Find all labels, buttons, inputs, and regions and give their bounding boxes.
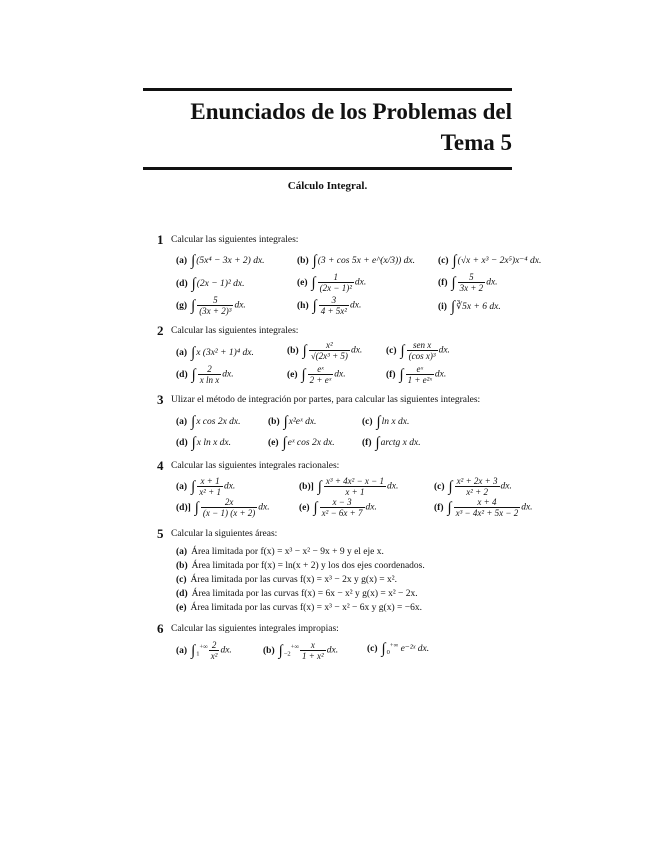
problem-item: (b) $\int_{-2}^{+\infty}$ $\frac{x}{\text{1 + x²}}$ dx.	[263, 640, 339, 661]
page-title	[143, 96, 512, 158]
problem-item: (i) ∫∛5x + 6 dx.	[438, 299, 501, 315]
problem-item: (c) ∫(√x + x³ − 2x⁵)x⁻⁴ dx.	[438, 253, 542, 269]
problem-number: 1	[157, 232, 164, 247]
problem-prompt: Calcular las siguientes integrales racionales:	[171, 461, 340, 471]
problem-item: (c) Área limitada por las curvas f(x) = x³ − 2x y g(x) = x².	[176, 575, 397, 585]
problem-item: (c) ∫ln x dx.	[362, 414, 410, 430]
problem-item: (e) Área limitada por las curvas f(x) = x³ − x² − 6x y g(x) = −6x.	[176, 603, 422, 613]
problem-number: 5	[157, 526, 164, 541]
problem-item: (f) ∫ $\frac{\text{eˣ}}{\text{1 + e²ˣ}}$ dx.	[386, 364, 447, 385]
problem-item: (a) ∫(5x⁴ − 3x + 2) dx.	[176, 253, 265, 269]
problem-item: (f) ∫ $\frac{5}{3x + 2}$ dx.	[438, 272, 498, 293]
problem-number: 2	[157, 323, 164, 338]
problem-item: (e) ∫ $\frac{\text{eˣ}}{\text{2 + eˣ}}$ dx.	[287, 364, 346, 385]
problem-prompt: Calcular las siguientes integrales impropias:	[171, 624, 339, 634]
problem-item: (f) ∫arctg x dx.	[362, 435, 421, 451]
problem-item: (a) ∫ $\frac{x + 1}{\text{x² + 1}}$ dx.	[176, 476, 236, 497]
problem-item: (f) ∫ $\frac{x + 4}{\text{x³ − 4x² + 5x − 2}}$ dx.	[434, 497, 533, 518]
problem-item: (d) ∫x ln x dx.	[176, 435, 232, 451]
title-line-1: Enunciados de los Problemas del	[190, 99, 512, 124]
problem-item: (a) $\int_1^{+\infty}$ $\frac{2}{\text{x²}}$ dx.	[176, 640, 232, 661]
problem-item: (a) ∫x cos 2x dx.	[176, 414, 241, 430]
problem-item: (b) ∫(3 + cos 5x + e^(x/3)) dx.	[297, 253, 416, 269]
problem-number: 4	[157, 458, 164, 473]
problem-prompt: Calcular las siguientes integrales:	[171, 326, 299, 336]
subtitle: Cálculo Integral.	[287, 180, 368, 192]
problem-item: (c) $\int_0^{+\infty}$ e⁻²ˣ dx.	[367, 641, 430, 658]
problem-item: (h) ∫ $\frac{3}{\text{4 + 5x²}}$ dx.	[297, 295, 362, 316]
problem-item: (d)] ∫ $\frac{2x}{(x - 1) (x + 2)}$ dx.	[176, 497, 270, 518]
problem-item: (b) Área limitada por f(x) = ln(x + 2) y los dos ejes coordenados.	[176, 561, 425, 571]
problem-item: (c) ∫ $\frac{\text{x² + 2x + 3}}{\text{x² + 2}}$ dx.	[434, 476, 512, 497]
title-line-2: Tema 5	[440, 130, 512, 155]
problem-item: (g) ∫ $\frac{5}{\text{(3x + 2)³}}$ dx.	[176, 295, 246, 316]
problem-item: (e) ∫ $\frac{x - 3}{\text{x² − 6x + 7}}$ dx.	[299, 497, 377, 518]
problem-number: 3	[157, 392, 164, 407]
problem-item: (e) ∫eˣ cos 2x dx.	[268, 435, 335, 451]
problem-item: (a) ∫x (3x² + 1)⁴ dx.	[176, 345, 254, 361]
problem-prompt: Ulizar el método de integración por partes, para calcular las siguientes integrales:	[171, 395, 481, 405]
problem-prompt: Calcular las siguientes integrales:	[171, 235, 299, 245]
problem-item: (c) ∫ $\frac{\text{sen x}}{\text{(cos x)³}}$ dx.	[386, 340, 450, 361]
problem-item: (d) ∫ $\frac{2}{\text{x ln x}}$ dx.	[176, 364, 234, 385]
bottom-rule	[143, 167, 512, 170]
problem-item: (a) Área limitada por f(x) = x³ − x² − 9x + 9 y el eje x.	[176, 547, 384, 557]
problem-item: (e) ∫ $\frac{1}{\text{(2x − 1)²}}$ dx.	[297, 272, 367, 293]
problem-item: (b) ∫ $\frac{\text{x²}}{\text{√(2x³ + 5)}}$ dx.	[287, 340, 363, 361]
problem-item: (b)] ∫ $\frac{\text{x³ + 4x² − x − 1}}{x + 1}$ dx.	[299, 476, 399, 497]
problem-prompt: Calcular la siguientes áreas:	[171, 529, 278, 539]
top-rule	[143, 88, 512, 91]
problem-item: (d) ∫(2x − 1)² dx.	[176, 276, 245, 292]
problem-item: (d) Área limitada por las curvas f(x) = 6x − x² y g(x) = x² − 2x.	[176, 589, 418, 599]
problem-number: 6	[157, 621, 164, 636]
problem-item: (b) ∫x²eˣ dx.	[268, 414, 317, 430]
